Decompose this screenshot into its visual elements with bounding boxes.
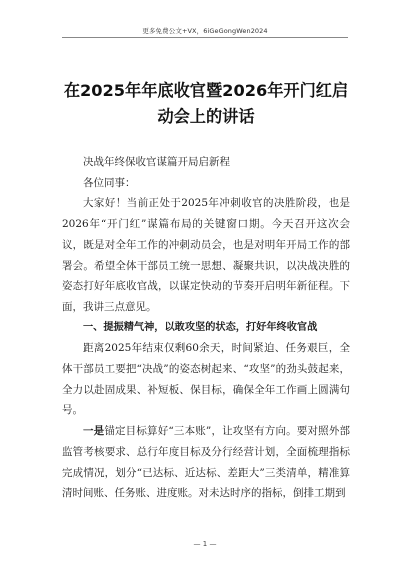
page-number: — 1 — [193, 540, 217, 548]
point-1-body: 锚定目标算好“三本账”，让攻坚有方向。要对照外部监管考核要求、总行年度目标及分行经营计划，全面梳理指标完成情况，划分“已达标、近达标、差距大”三类清单，精准算清时间账、任务账、进度账。对未达时序的指标，倒排工期到 [62, 425, 350, 500]
document-title: 在2025年年底收官暨2026年开门红启动会上的讲话 [63, 81, 349, 126]
paragraph-point-1 [62, 421, 350, 504]
header-note: 更多免费公文+VX，6iGeGongWen2024 [142, 27, 268, 35]
document-body [62, 152, 350, 504]
header-divider [62, 37, 348, 38]
section-heading-1: 一、提振精气神，以敢攻坚的状态，打好年终收官战 [83, 321, 318, 333]
document-subtitle: 决战年终保收官谋篇开局启新程 [83, 156, 230, 168]
salutation: 各位同事： [83, 176, 136, 189]
point-1-lead: 一是 [83, 425, 105, 438]
paragraph-intro: 大家好！当前正处于2025年冲刺收官的决胜阶段，也是2026年“开门红”谋篇布局的关键窗口期。今天召开这次会议，既是对全年工作的冲刺动员会，也是对明年开局工作的部署会。希望全体干部员工统一思想、凝聚共识，以决战决胜的姿态打好年底收官战，以谋定快动的节奏开启明年新征程。下面，我讲三点意见。 [62, 197, 350, 313]
paragraph-section-1: 距离2025年结束仅剩60余天，时间紧迫、任务艰巨，全体干部员工要把“决战”的姿态树起来、“攻坚”的劲头鼓起来，全力以赴固成果、补短板、保目标，确保全年工作画上圆满句号。 [62, 342, 350, 417]
